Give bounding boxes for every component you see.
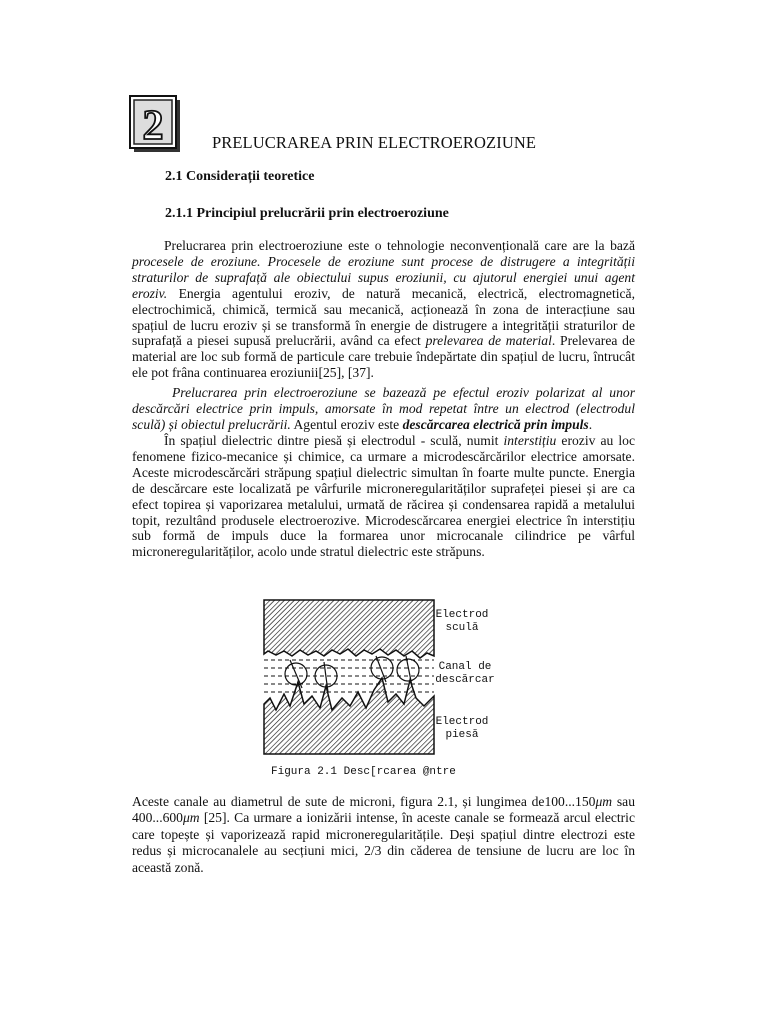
paragraph-3 <box>132 433 635 560</box>
paragraph-1 <box>132 238 635 381</box>
p2-text-d: . <box>588 416 593 432</box>
label-discharge-channel: Canal de descărcar <box>435 661 495 686</box>
chapter-number-badge <box>128 94 182 154</box>
p4-unit-1: μm <box>595 794 613 809</box>
discharge-channels <box>285 656 419 692</box>
p1-text-e: . Prelevarea de material are loc sub formă de particule care trebuie îndepărtate din spațiul de lucru, întrucât ele pot frâna continuarea eroziunii[25], [37]. <box>132 333 635 381</box>
p4-text-b: sau 400...600 <box>132 794 635 826</box>
chapter-number: 2 <box>142 103 164 149</box>
p2-italic-principle: Prelucrarea prin electroeroziune se bazează pe efectul eroziv polarizat al unor descărcări electrice prin impuls, amorsate în mod repetat între un electrod (electrodul sculă) și obiectul prelucrării. <box>132 385 635 432</box>
p1-text-c: Energia agentului eroziv, de natură mecanică, electrică, electromagnetică, electrochimică, chimică, termică sau mecanică, acționează în zona de interacțiune sau spațiul de lucru eroziv și se transformă în energie de distrugere a integrității straturilor de suprafață a piesei supusă prelucrării, având ca efect <box>132 285 635 349</box>
paragraph-4 <box>132 794 635 876</box>
chapter-badge-graphic <box>128 94 182 154</box>
p4-text-a: Aceste canale au diametrul de sute de microni, figura 2.1, și lungimea de100...150 <box>132 794 596 809</box>
subsection-title: 2.1.1 Principiul prelucrării prin electroeroziune <box>165 206 449 221</box>
tool-electrode-shape <box>264 600 434 658</box>
section-title: 2.1 Considerații teoretice <box>165 169 315 184</box>
p2-text-b: Agentul eroziv este <box>290 416 403 432</box>
paragraph-2 <box>132 385 635 433</box>
label-tool-electrode: Electrod sculă <box>435 609 489 634</box>
p4-unit-2: μm <box>182 810 200 826</box>
p2-bold-term: descărcarea electrică prin impuls <box>402 416 589 432</box>
figure-caption: Figura 2.1 Desc[rcarea @ntre <box>271 766 456 778</box>
p4-text-c: [25]. Ca urmare a ionizării intense, în aceste canale se formează arcul electric care topește și vaporizează rapid microneregularitățile. Deși spațiul dintre electrozi este redus și microcanalele au secțiuni mici, 2/3 din căderea de tensiune de lucru are loc în această zonă. <box>132 810 635 875</box>
p1-text-a: Prelucrarea prin electroeroziune este o tehnologie neconvențională care are la bază <box>164 238 635 253</box>
p3-italic-term: interstițiu <box>503 433 557 448</box>
chapter-title: PRELUCRAREA PRIN ELECTROEROZIUNE <box>212 133 537 152</box>
p3-text-a: În spațiul dielectric dintre piesă și electrodul - sculă, numit <box>164 433 504 448</box>
p1-italic-term: prelevarea de material <box>425 333 552 349</box>
p3-text-c: eroziv au loc fenomene fizico-mecanice și chimice, ca urmare a microdescărcărilor electrice amorsate. Aceste microdescărcări străpung spațiul dielectric simultan în foarte multe puncte. Energia de descărcare este localizată pe vârfurile microneregularităților suprafeței piesei și are ca efect topirea și vaporizarea metalului, urmată de răcirea și condensarea rapidă a metalului topit, rezultând produsele electroerozive. Microdescărcarea energiei electrice în interstițiu sub formă de impuls duce la formarea unor microcanale cilindrice pe vârful microneregularităților, acolo unde stratul dielectric este străpuns. <box>132 433 635 560</box>
label-workpiece-electrode: Electrod piesă <box>435 716 489 741</box>
p1-italic-definition: procesele de eroziune. Procesele de eroziune sunt procese de distrugere a integrității straturilor de suprafață ale obiectului supus eroziunii, cu ajutorul energiei unui agent eroziv. <box>132 253 635 301</box>
workpiece-electrode-shape <box>264 678 434 754</box>
